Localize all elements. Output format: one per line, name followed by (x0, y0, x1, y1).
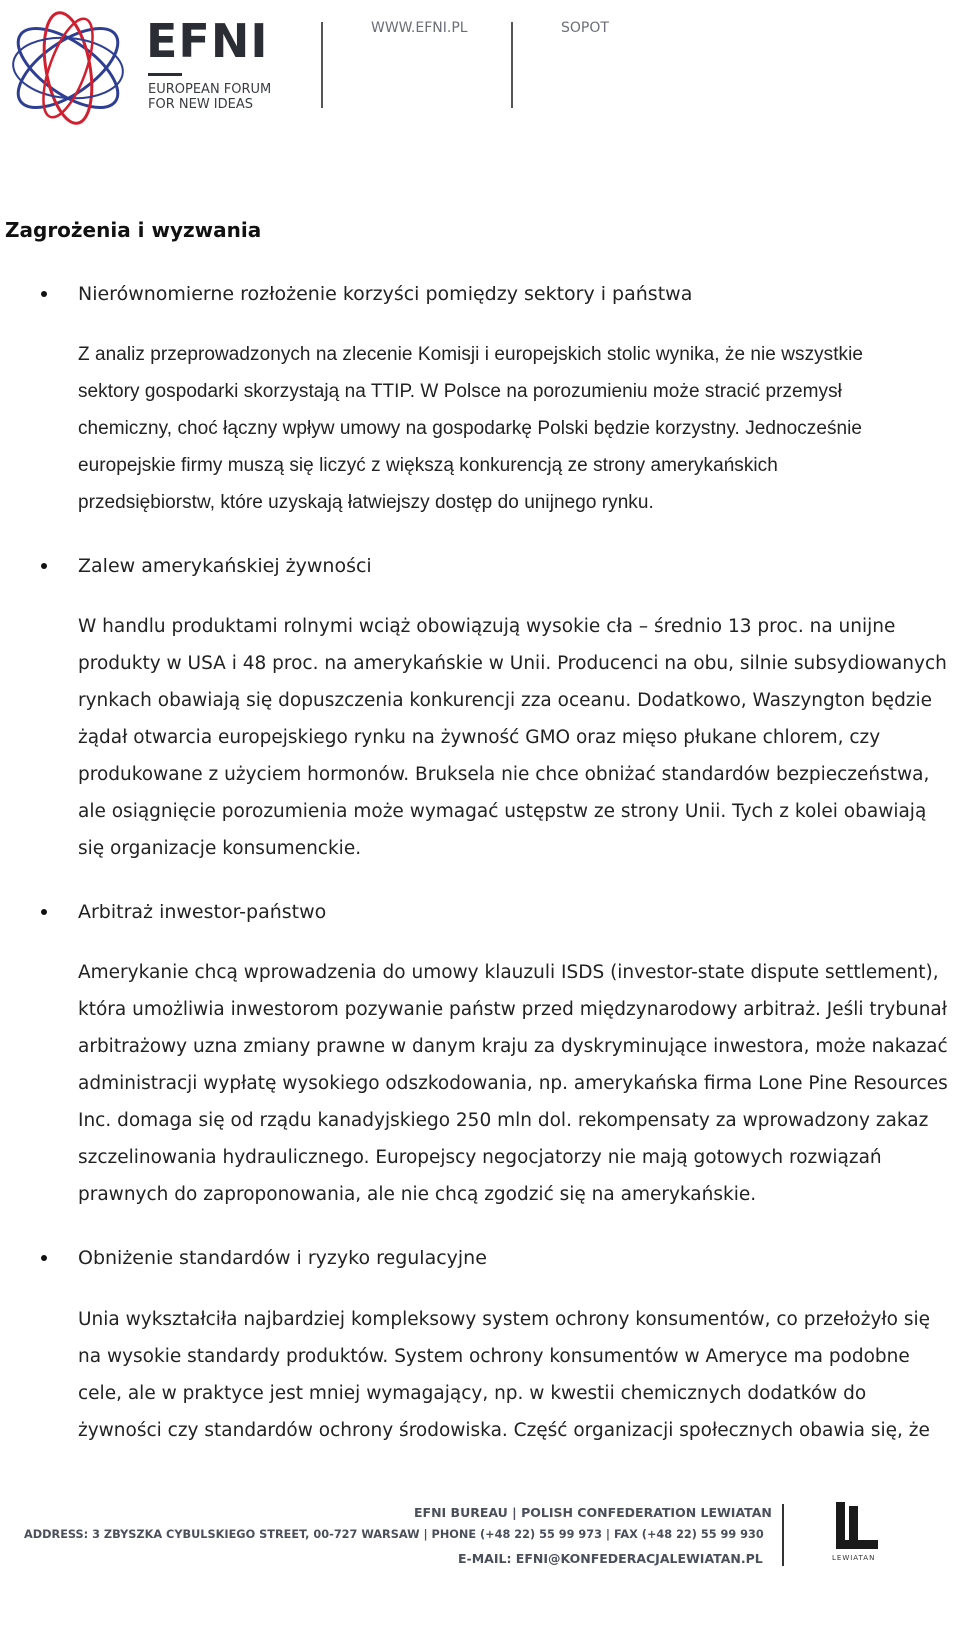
paragraph (78, 1301, 930, 1449)
paragraph-line: ale osiągnięcie porozumienia może wymagać ustępstw ze strony Unii. Tych z kolei obawiają (78, 801, 927, 822)
paragraph (78, 608, 947, 867)
footer-address: ADDRESS: 3 ZBYSZKA CYBULSKIEGO STREET, 00-727 WARSAW | PHONE (+48 22) 55 99 973 | FAX (+48 22) 55 99 930 (24, 1528, 764, 1541)
website-link[interactable]: WWW.EFNI.PL (371, 20, 468, 36)
paragraph-line: prawnych do zaproponowania, ale nie chcą zgodzić się na amerykańskie. (78, 1184, 757, 1205)
paragraph (78, 336, 863, 521)
paragraph-line: rynkach obawiają się dopuszczenia konkurencji zza oceanu. Dodatkowo, Waszyngton będzie (78, 690, 933, 711)
paragraph-line: przedsiębiorstw, które uzyskają łatwiejszy dostęp do unijnego rynku. (78, 492, 654, 513)
paragraph-line: się organizacje konsumenckie. (78, 838, 362, 859)
section-heading: Zagrożenia i wyzwania (5, 218, 262, 242)
paragraph-line: Amerykanie chcą wprowadzenia do umowy klauzuli ISDS (investor-state dispute settlement), (78, 962, 939, 983)
paragraph-line: cele, ale w praktyce jest mniej wymagający, np. w kwestii chemicznych dodatków do (78, 1383, 867, 1404)
paragraph-line: chemiczny, choć łączny wpływ umowy na gospodarkę Polski będzie korzystny. Jednocześnie (78, 418, 863, 439)
paragraph-line: europejskie firmy muszą się liczyć z większą konkurencją ze strony amerykańskich (78, 455, 778, 476)
logo-rule (148, 73, 182, 76)
lewiatan-name: LEWIATAN (832, 1554, 876, 1562)
bullet-title: Obniżenie standardów i ryzyko regulacyjne (78, 1247, 487, 1269)
bullet-title: Arbitraż inwestor-państwo (78, 901, 327, 923)
bullet-title: Nierównomierne rozłożenie korzyści pomiędzy sektory i państwa (78, 283, 693, 305)
logo-name: EFNI (146, 14, 269, 68)
bullet-title: Zalew amerykańskiej żywności (78, 555, 372, 577)
paragraph-line: administracji wypłatę wysokiego odszkodowania, np. amerykańska firma Lone Pine Resources (78, 1073, 948, 1094)
page-header (0, 0, 960, 140)
bullet-icon (41, 1255, 47, 1261)
paragraph-line: szczelinowania hydraulicznego. Europejscy negocjatorzy nie mają gotowych rozwiązań (78, 1147, 882, 1168)
lewiatan-logo-icon (832, 1500, 882, 1552)
paragraph-line: arbitrażowy uzna zmiany prawne w danym kraju za dyskryminujące inwestora, może nakazać (78, 1036, 948, 1057)
logo-subtitle: EUROPEAN FORUM FOR NEW IDEAS (148, 82, 272, 112)
page-footer (0, 1490, 960, 1626)
footer-email[interactable]: E-MAIL: EFNI@KONFEDERACJALEWIATAN.PL (458, 1551, 763, 1566)
bullet-icon (41, 909, 47, 915)
paragraph-line: na wysokie standardy produktów. System ochrony konsumentów w Ameryce ma podobne (78, 1346, 910, 1367)
footer-bureau: EFNI BUREAU | POLISH CONFEDERATION LEWIATAN (414, 1505, 772, 1520)
bullet-icon (41, 563, 47, 569)
paragraph-line: żądał otwarcia europejskiego rynku na żywność GMO oraz mięso płukane chlorem, czy (78, 727, 881, 748)
paragraph-line: która umożliwia inwestorom pozywanie państw przed międzynarodowy arbitraż. Jeśli trybunał (78, 999, 948, 1020)
bullet-icon (41, 291, 47, 297)
header-divider (511, 22, 513, 108)
paragraph-line: W handlu produktami rolnymi wciąż obowiązują wysokie cła – średnio 13 proc. na unijne (78, 616, 896, 637)
footer-divider (782, 1504, 784, 1566)
paragraph-line: żywności czy standardów ochrony środowiska. Część organizacji społecznych obawia się, że (78, 1420, 930, 1441)
paragraph-line: produkty w USA i 48 proc. na amerykańskie w Unii. Producenci na obu, silnie subsydiowanych (78, 653, 947, 674)
paragraph (78, 954, 948, 1213)
header-divider (321, 22, 323, 108)
paragraph-line: sektory gospodarki skorzystają na TTIP. W Polsce na porozumieniu może stracić przemysł (78, 381, 842, 402)
efni-logo-icon (4, 4, 132, 132)
paragraph-line: Inc. domaga się od rządu kanadyjskiego 250 mln dol. rekompensaty za wprowadzony zakaz (78, 1110, 929, 1131)
city-label: SOPOT (561, 20, 609, 36)
paragraph-line: Z analiz przeprowadzonych na zlecenie Komisji i europejskich stolic wynika, że nie wszystkie (78, 344, 863, 365)
paragraph-line: produkowane z użyciem hormonów. Bruksela nie chce obniżać standardów bezpieczeństwa, (78, 764, 930, 785)
paragraph-line: Unia wykształciła najbardziej kompleksowy system ochrony konsumentów, co przełożyło się (78, 1309, 931, 1330)
